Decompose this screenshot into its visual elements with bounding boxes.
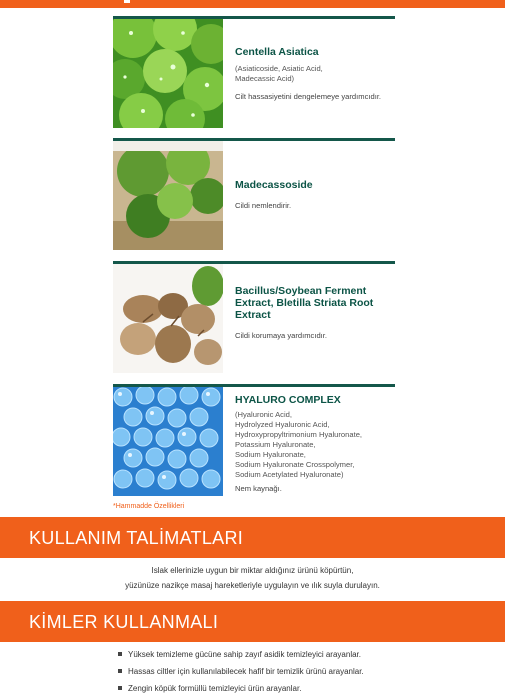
ingredient-text (235, 46, 395, 102)
list-item (118, 680, 498, 697)
usage-line: Islak ellerinizle uygun bir miktar aldığınız ürünü köpürtün, (151, 566, 354, 575)
usage-instructions (0, 563, 505, 593)
ingredient-name: Centella Asiatica (235, 46, 319, 58)
subtitle-line: (Hyaluronic Acid, (235, 410, 292, 419)
centella-leaves-image (113, 19, 223, 128)
ingredient-bacillus (113, 261, 395, 373)
list-item (118, 663, 498, 680)
ingredient-name: HYALURO COMPLEX (235, 394, 341, 406)
subtitle-line: Sodium Hyaluronate, (235, 450, 306, 459)
subtitle-line: Hydroxypropyltrimonium Hyaluronate, (235, 430, 363, 439)
who-list (118, 646, 498, 697)
ingredient-subtitle (235, 410, 395, 480)
ingredient-description: Cilt hassasiyetini dengelemeye yardımcıdır. (235, 92, 382, 101)
ingredient-description: Cildi korumaya yardımcıdır. (235, 331, 327, 340)
who-title: KİMLER KULLANMALI (29, 612, 219, 632)
subtitle-line: Sodium Hyaluronate Crosspolymer, (235, 460, 355, 469)
subtitle-line: Sodium Acetylated Hyaluronate) (235, 470, 344, 479)
subtitle-line: Potassium Hyaluronate, (235, 440, 316, 449)
bullet-icon (118, 652, 122, 656)
ingredient-hyaluro-complex (113, 384, 395, 496)
bullet-icon (118, 686, 122, 690)
list-item-text: Zengin köpük formüllü temizleyici ürün arayanlar. (128, 684, 302, 693)
ingredient-centella (113, 16, 395, 128)
ingredient-description: Cildi nemlendirir. (235, 201, 292, 210)
top-orange-band (0, 0, 505, 8)
list-item (118, 646, 498, 663)
list-item-text: Yüksek temizleme gücüne sahip zayıf asidik temizleyici arayanlar. (128, 650, 361, 659)
centella-plant-image (113, 141, 223, 250)
ingredient-subtitle: (Asiaticoside, Asiatic Acid, Madecassic Acid) (235, 64, 323, 83)
usage-title: KULLANIM TALİMATLARI (29, 528, 244, 548)
ingredient-text (235, 394, 395, 494)
hyaluronic-bubbles-image (113, 387, 223, 496)
ingredient-text (235, 179, 395, 211)
bullet-icon (118, 669, 122, 673)
ingredient-madecassoside (113, 138, 395, 250)
subtitle-line: Hydrolyzed Hyaluronic Acid, (235, 420, 330, 429)
usage-header-band (0, 517, 505, 558)
list-item-text: Hassas ciltler için kullanılabilecek hafif bir temizlik ürünü arayanlar. (128, 667, 364, 676)
ingredient-name: Madecassoside (235, 179, 313, 191)
ingredient-text (235, 285, 395, 341)
usage-line: yüzünüze nazikçe masaj hareketleriyle uygulayın ve ılık suyla durulayın. (125, 581, 380, 590)
ingredient-name: Bacillus/Soybean Ferment Extract, Bletilla Striata Root Extract (235, 285, 374, 321)
root-tubers-image (113, 264, 223, 373)
ingredient-description: Nem kaynağı. (235, 484, 282, 493)
band-notch (124, 0, 130, 3)
ingredient-note: *Hammadde Özellikleri (113, 503, 185, 510)
who-header-band (0, 601, 505, 642)
